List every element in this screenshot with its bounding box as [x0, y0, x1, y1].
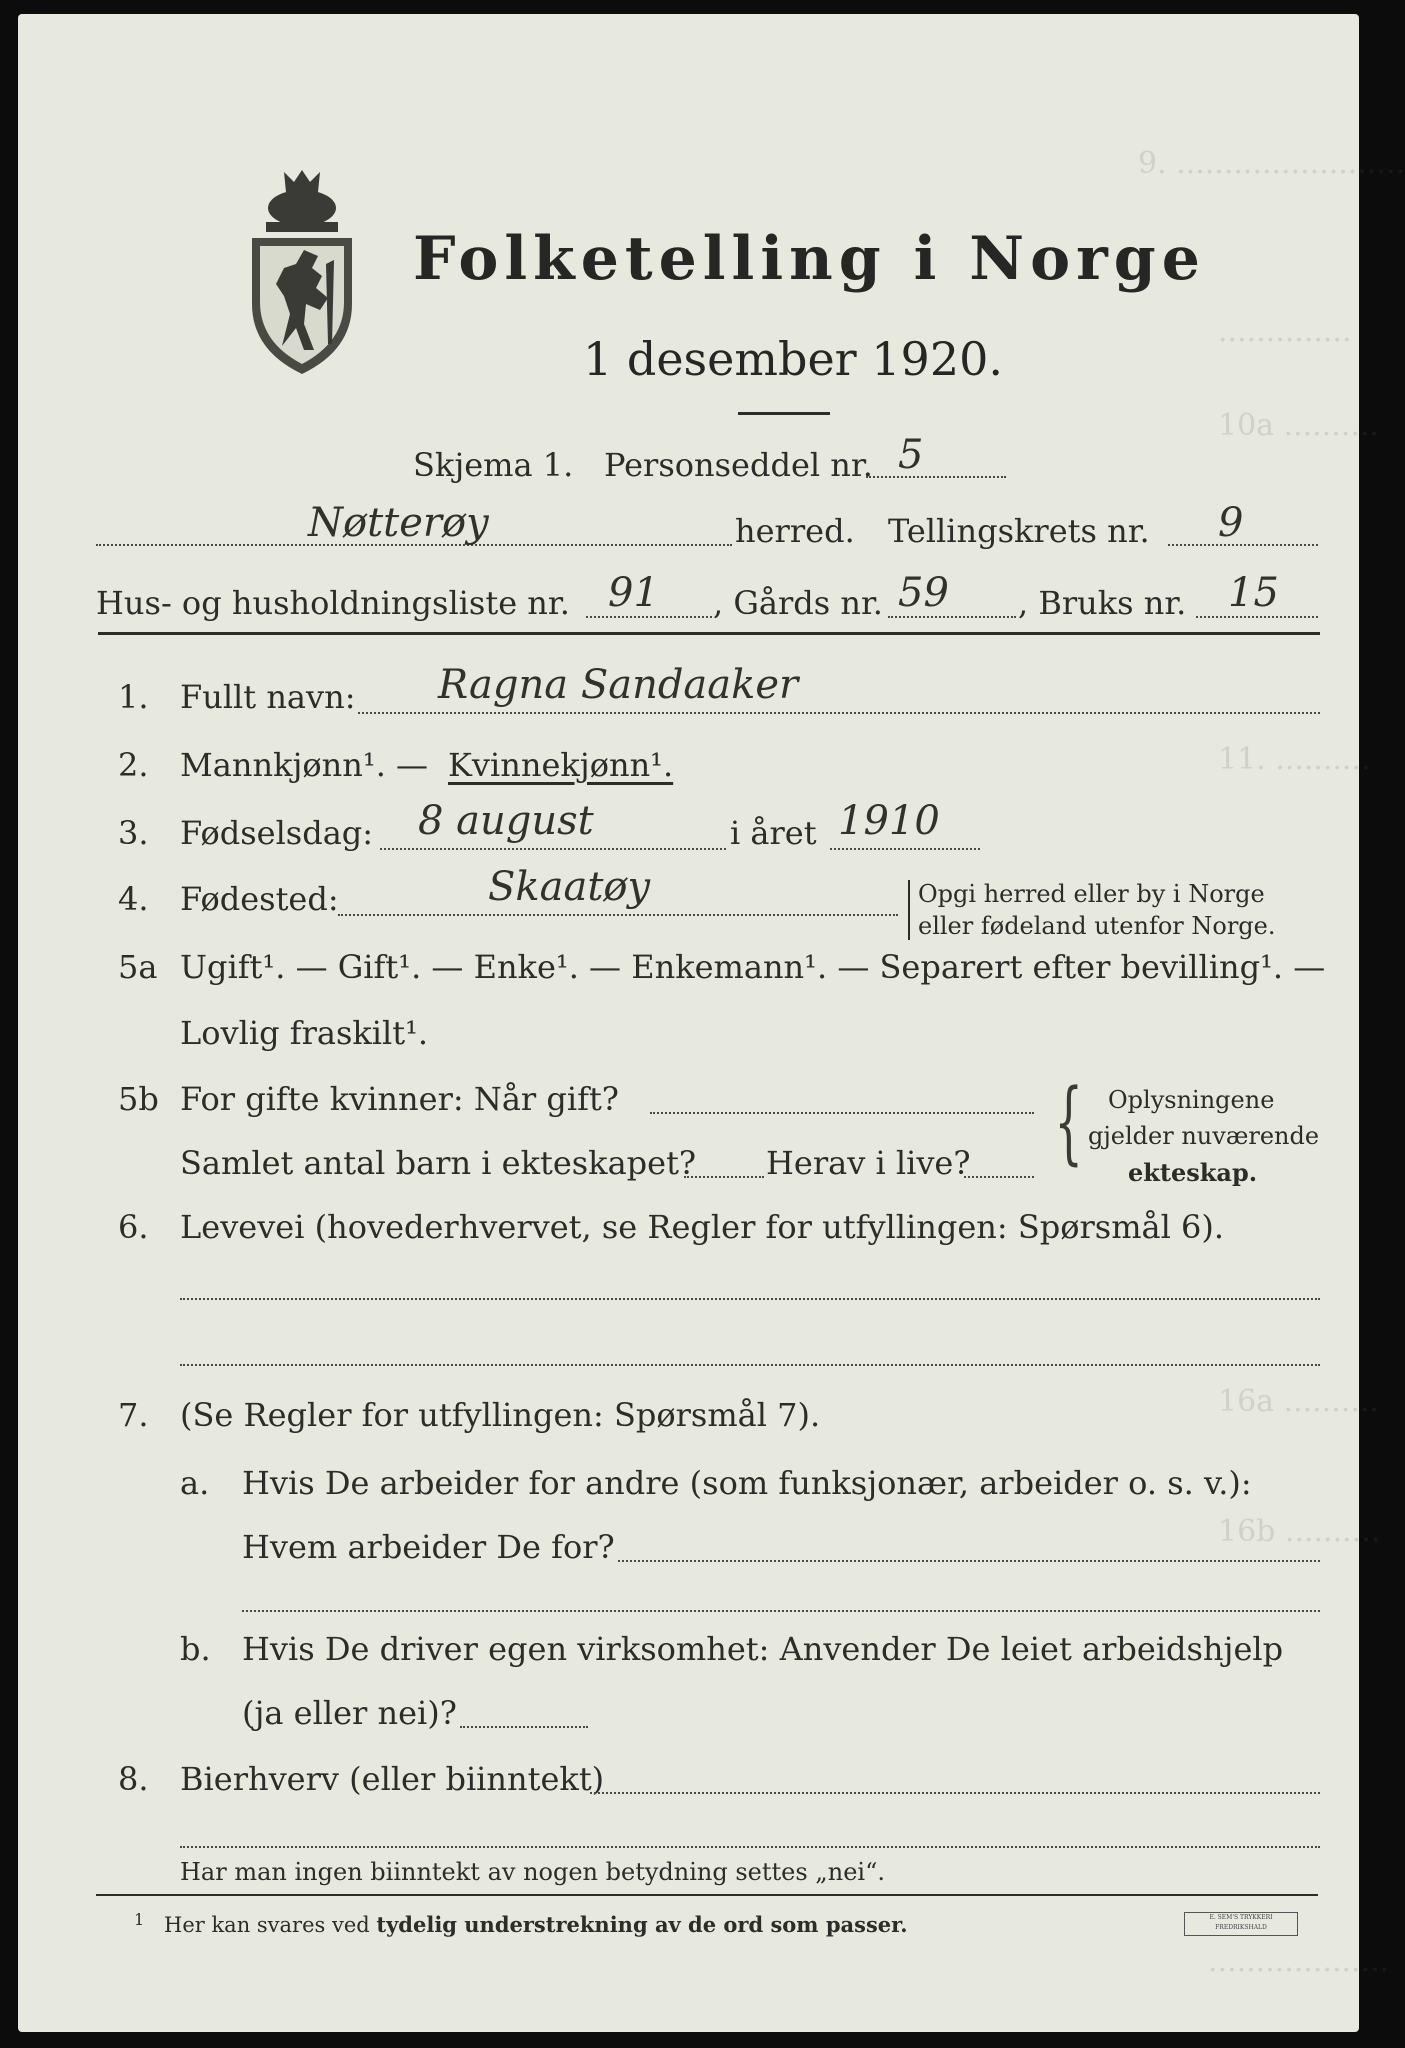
q5a-number: 5a [118, 948, 158, 986]
bruks-value: 15 [1228, 570, 1279, 616]
q7b-line-2: (ja eller nei)? [242, 1694, 457, 1732]
footnote-text-a: Her kan svares ved [164, 1913, 377, 1937]
q5b-note-1: Oplysningene [1108, 1086, 1275, 1114]
q5b-note-3: ekteskap. [1128, 1158, 1258, 1187]
q5b-line-1: For gifte kvinner: Når gift? [180, 1080, 619, 1118]
printer-stamp-text: E. SEM'S TRYKKERI FREDRIKSHALD [1209, 1914, 1273, 1931]
q2-female: Kvinnekjønn¹. [448, 746, 674, 784]
q7b-line-1: Hvis De driver egen virksomhet: Anvender De leiet arbeidshjelp [242, 1630, 1284, 1668]
q5b-line-2b: Herav i live? [766, 1144, 971, 1182]
gards-label: , Gårds nr. [713, 584, 883, 622]
q4-label: Fødested: [180, 880, 339, 918]
q2-number: 2. [118, 746, 149, 784]
municipality-value: Nøtterøy [308, 500, 489, 546]
q1-number: 1. [118, 678, 149, 716]
q5a-line-2: Lovlig fraskilt¹. [180, 1014, 429, 1052]
printer-stamp [1184, 1912, 1298, 1936]
hus-label: Hus- og husholdningsliste nr. [96, 584, 570, 622]
form-title: Folketelling i Norge [413, 224, 1206, 294]
q5b-number: 5b [118, 1080, 159, 1118]
q6-number: 6. [118, 1208, 149, 1246]
tellingskrets-label: Tellingskrets nr. [888, 512, 1150, 550]
q3-year-value: 1910 [838, 798, 940, 844]
q4-note-1: Opgi herred eller by i Norge [918, 880, 1265, 908]
footnote-text [164, 1912, 908, 1937]
q3-number: 3. [118, 814, 149, 852]
hus-value: 91 [608, 570, 659, 616]
q5b-note-2: gjelder nuværende [1088, 1122, 1320, 1150]
footnote-text-b: tydelig understrekning av de ord som passer. [376, 1912, 908, 1937]
schema-label: Skjema 1. [413, 446, 574, 484]
q7-text: (Se Regler for utfyllingen: Spørsmål 7). [180, 1396, 821, 1434]
q1-label: Fullt navn: [180, 678, 356, 716]
q2-male: Mannkjønn¹. — [180, 746, 429, 784]
q7a-line-2: Hvem arbeider De for? [242, 1528, 615, 1566]
census-form: 9. ........................ .............. 10a .......... 11. .......... 16a .......... 16b .......... ................... Folketelling i Norge 1 desember 1920. Skjema 1. Personseddel nr. 5 Nøtterøy herred. Tellingskrets nr. 9 Hus- og husholdningsliste nr. 91 , Gårds nr. 59 , Bruks nr. 15 1. Fullt navn: Ragna Sandaaker 2. Mannkjønn¹. — Kvinnekjønn¹. 3. Fødselsdag: 8 august i året 1910 4. Fødested: Skaatøy Opgi herred eller by i Norge eller fødeland utenfor Norge. 5a Ugift¹. — Gift¹. — Enke¹. — Enkemann¹. — Separert efter bevilling¹. — Lovlig fraskilt¹. 5b For gifte kvinner: Når gift? Samlet antal barn i ekteskapet? Herav i live? { Oplysningene gjelder nuværende ekteskap. 6. Levevei (hovederhvervet, se Regler for utfyllingen: Spørsmål 6). 7. (Se Regler for utfyllingen: Spørsmål 7). a. Hvis De arbeider for andre (som funksjonær, arbeider o. s. v.): Hvem arbeider De for? b. Hvis De driver egen virksomhet: Anvender De leiet arbeidshjelp (ja eller nei)? 8. Bierhverv (eller biinntekt) Har man ingen biinntekt av nogen betydning settes „nei“. 1 Her kan svares ved tydelig understrekning av de ord som passer. E. SEM'S TRYKKERI FREDRIKSHALD [18, 14, 1359, 2032]
q7a-line-1: Hvis De arbeider for andre (som funksjonær, arbeider o. s. v.): [242, 1464, 1252, 1502]
q8-label: Bierhverv (eller biinntekt) [180, 1760, 605, 1798]
q8-number: 8. [118, 1760, 149, 1798]
q4-value: Skaatøy [488, 864, 651, 910]
q5a-line-1: Ugift¹. — Gift¹. — Enke¹. — Enkemann¹. — Separert efter bevilling¹. — [180, 948, 1326, 986]
form-date: 1 desember 1920. [583, 332, 1003, 386]
gards-value: 59 [898, 570, 949, 616]
footnote-mark: 1 [134, 1910, 145, 1929]
q4-number: 4. [118, 880, 149, 918]
q3-value: 8 august [418, 798, 594, 844]
bruks-label: , Bruks nr. [1018, 584, 1187, 622]
tellingskrets-value: 9 [1218, 500, 1244, 546]
q6-text: Levevei (hovederhvervet, se Regler for utfyllingen: Spørsmål 6). [180, 1208, 1225, 1246]
q8-note: Har man ingen biinntekt av nogen betydning settes „nei“. [180, 1858, 885, 1886]
coat-of-arms-icon [244, 164, 360, 378]
personseddel-value: 5 [898, 432, 924, 478]
q7-number: 7. [118, 1396, 149, 1434]
q3-label: Fødselsdag: [180, 814, 374, 852]
q7a-letter: a. [180, 1464, 210, 1502]
q7b-letter: b. [180, 1630, 211, 1668]
header-divider [98, 632, 1320, 635]
q1-value: Ragna Sandaaker [438, 662, 799, 708]
q4-note-2: eller fødeland utenfor Norge. [918, 912, 1276, 940]
q3-year-label: i året [730, 814, 817, 852]
q5b-line-2a: Samlet antal barn i ekteskapet? [180, 1144, 697, 1182]
herred-label: herred. [735, 512, 855, 550]
personseddel-label: Personseddel nr. [604, 446, 873, 484]
